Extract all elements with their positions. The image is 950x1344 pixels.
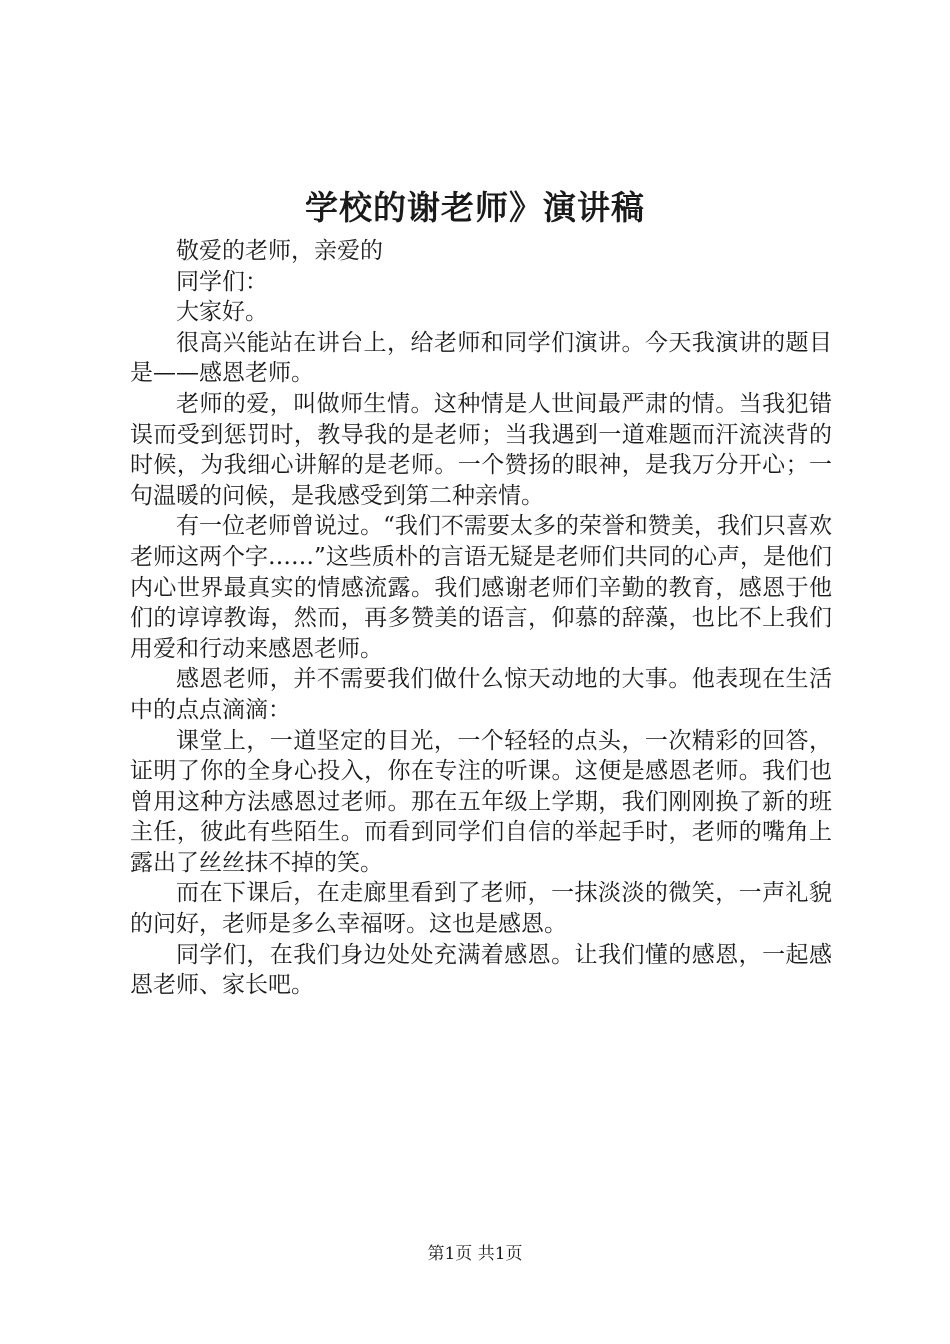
paragraph-after-class: 而在下课后，在走廊里看到了老师，一抹淡淡的微笑，一声礼貌的问好，老师是多么幸福呀。这也是感恩。 [130,880,832,938]
paragraph-intro: 很高兴能站在讲台上，给老师和同学们演讲。今天我演讲的题目是——感恩老师。 [130,329,832,387]
page-footer: 第1页 共1页 [427,1244,523,1264]
paragraph-conclusion: 同学们，在我们身边处处充满着感恩。让我们懂的感恩，一起感恩老师、家长吧。 [130,941,832,999]
document-body [130,236,832,1001]
paragraph-greeting: 大家好。 [176,299,268,326]
paragraph-gratitude-details: 感恩老师，并不需要我们做什么惊天动地的大事。他表现在生活中的点点滴滴： [130,666,832,723]
paragraph-teacher-love: 老师的爱，叫做师生情。这种情是人世间最严肃的情。当我犯错误而受到惩罚时，教导我的是老师；当我遇到一道难题而汗流浃背的时候，为我细心讲解的是老师。一个赞扬的眼神，是我万分开心；一句温暖的问候，是我感受到第二种亲情。 [130,390,832,509]
document-title: 学校的谢老师》演讲稿 [305,188,645,227]
paragraph-teacher-quote: 有一位老师曾说过。“我们不需要太多的荣誉和赞美，我们只喜欢老师这两个字……”这些质朴的言语无疑是老师们共同的心声，是他们内心世界最真实的情感流露。我们感谢老师们辛勤的教育，感恩于他们的谆谆教诲，然而，再多赞美的语言，仰慕的辞藻，也比不上我们用爱和行动来感恩老师。 [130,513,832,662]
paragraph-salutation-1: 敬爱的老师，亲爱的 [176,238,383,264]
paragraph-salutation-2: 同学们： [176,268,268,295]
paragraph-classroom: 课堂上，一道坚定的目光，一个轻轻的点头，一次精彩的回答，证明了你的全身心投入，你在专注的听课。这便是感恩老师。我们也曾用这种方法感恩过老师。那在五年级上学期，我们刚刚换了新的班主任，彼此有些陌生。而看到同学们自信的举起手时，老师的嘴角上露出了丝丝抹不掉的笑。 [130,727,832,876]
